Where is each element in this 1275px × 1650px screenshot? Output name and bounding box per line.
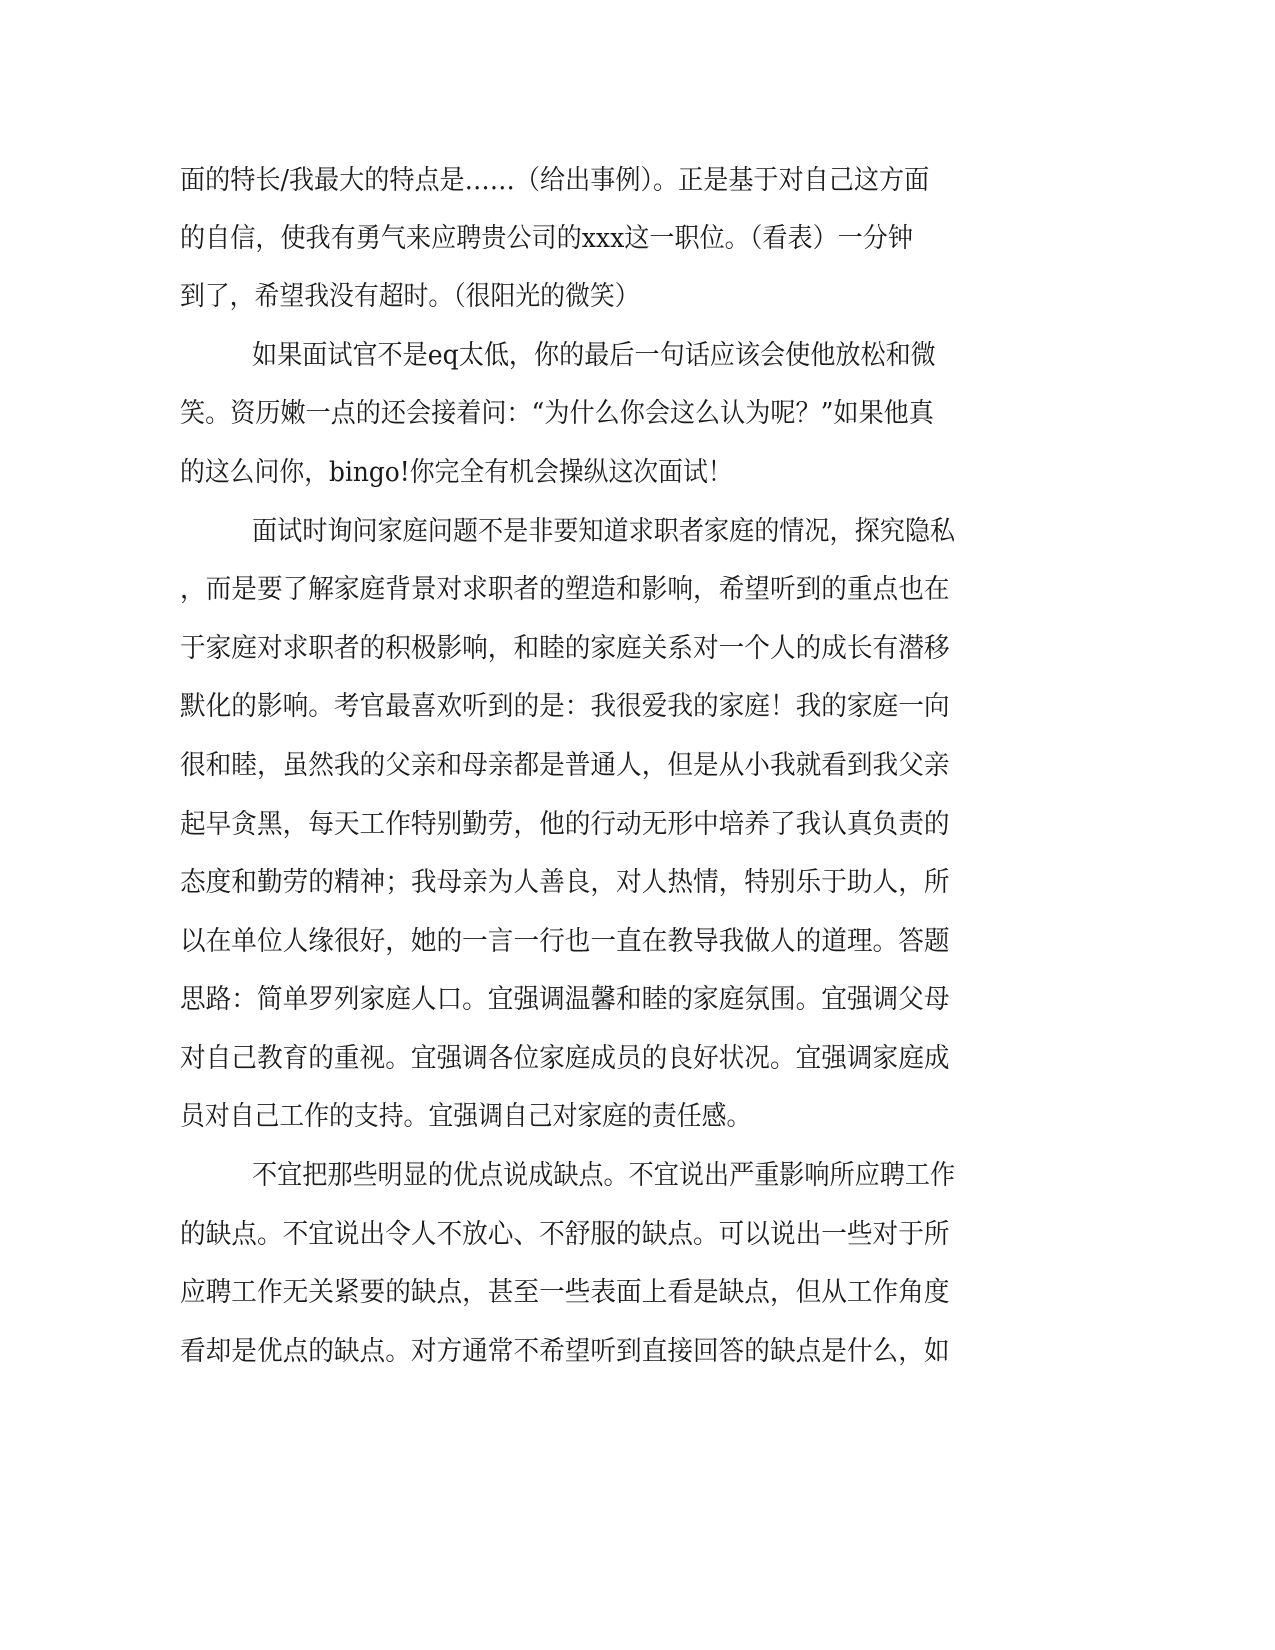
text-line: 的自信，使我有勇气来应聘贵公司的xxx这一职位。（看表）一分钟 <box>180 223 914 254</box>
text-line: 的这么问你，bingo!你完全有机会操纵这次面试！ <box>180 457 733 488</box>
text-line: 不宜把那些明显的优点说成缺点。不宜说出严重影响所应聘工作 <box>252 1160 956 1191</box>
text-line: 面试时询问家庭问题不是非要知道求职者家庭的情况，探究隐私 <box>252 516 956 547</box>
text-line: 于家庭对求职者的积极影响，和睦的家庭关系对一个人的成长有潜移 <box>180 633 950 664</box>
text-line: ，而是要了解家庭背景对求职者的塑造和影响，希望听到的重点也在 <box>180 574 950 605</box>
text-line: 笑。资历嫩一点的还会接着问：“为什么你会这么认为呢？”如果他真 <box>180 398 934 429</box>
text-line: 的缺点。不宜说出令人不放心、不舒服的缺点。可以说出一些对于所 <box>180 1219 950 1250</box>
text-line: 态度和勤劳的精神；我母亲为人善良，对人热情，特别乐于助人，所 <box>180 867 950 898</box>
text-line: 面的特长/我最大的特点是……（给出事例）。正是基于对自己这方面 <box>180 165 930 196</box>
text-line: 默化的影响。考官最喜欢听到的是：我很爱我的家庭！我的家庭一向 <box>180 691 950 722</box>
text-line: 很和睦，虽然我的父亲和母亲都是普通人，但是从小我就看到我父亲 <box>180 750 950 781</box>
text-line: 看却是优点的缺点。对方通常不希望听到直接回答的缺点是什么，如 <box>180 1336 950 1367</box>
text-line: 起早贪黑，每天工作特别勤劳，他的行动无形中培养了我认真负责的 <box>180 809 950 840</box>
text-line: 到了，希望我没有超时。（很阳光的微笑） <box>180 281 640 312</box>
text-line: 应聘工作无关紧要的缺点，甚至一些表面上看是缺点，但从工作角度 <box>180 1277 950 1308</box>
text-line: 对自己教育的重视。宜强调各位家庭成员的良好状况。宜强调家庭成 <box>180 1043 950 1074</box>
text-line: 员对自己工作的支持。宜强调自己对家庭的责任感。 <box>180 1101 752 1132</box>
text-line: 以在单位人缘很好，她的一言一行也一直在教导我做人的道理。答题 <box>180 926 950 957</box>
text-line: 如果面试官不是eq太低，你的最后一句话应该会使他放松和微 <box>252 340 936 371</box>
text-line: 思路：简单罗列家庭人口。宜强调温馨和睦的家庭氛围。宜强调父母 <box>180 984 950 1015</box>
